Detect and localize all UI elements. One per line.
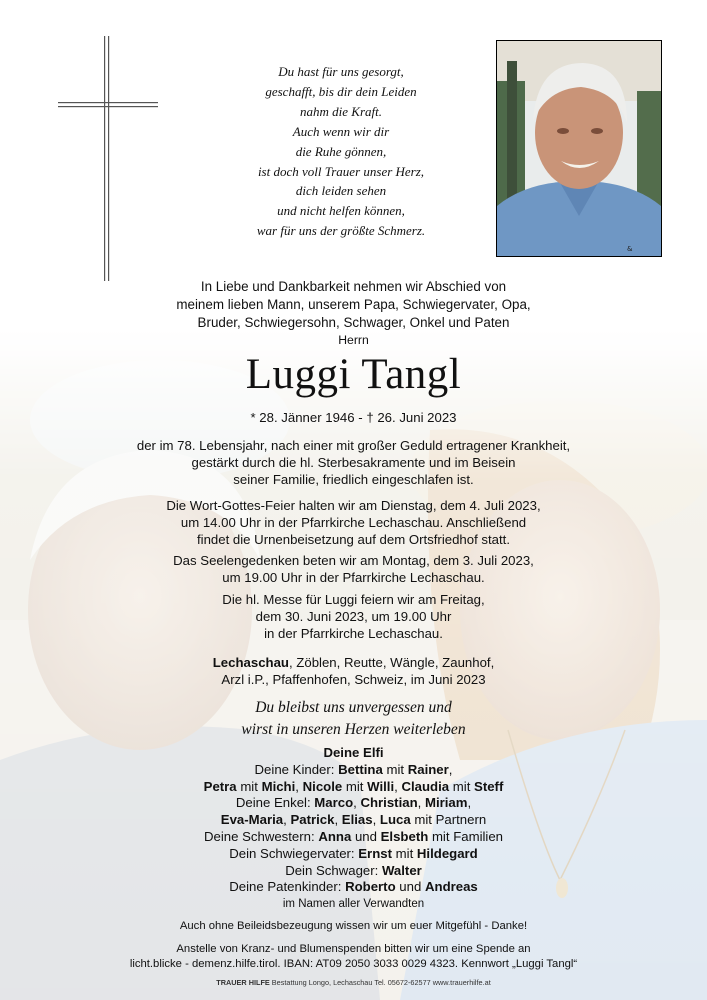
connector: mit Partnern (410, 812, 487, 828)
deceased-name: Luggi Tangl (245, 351, 462, 398)
cross-icon (58, 36, 158, 281)
mourner-label: Deine Enkel: (235, 795, 315, 811)
mourner-line (0, 812, 707, 829)
connector: , (394, 778, 398, 794)
connector: , (467, 795, 472, 811)
connector: mit (382, 761, 408, 777)
mourner-name: Deine Elfi (323, 745, 384, 760)
mourner-name: Anna (318, 828, 352, 844)
intro-line: Bruder, Schwiegersohn, Schwager, Onkel und Paten (197, 315, 510, 330)
salutation: Herrn (338, 333, 369, 347)
mourner-name: Andreas (424, 879, 478, 895)
mourner-name: Willi (367, 778, 395, 794)
paragraph-line: in der Pfarrkirche Lechaschau. (264, 626, 443, 641)
mourner-name: Steff (474, 778, 504, 794)
mourner-line (0, 846, 707, 863)
mourner-label: Deine Schwestern: (203, 828, 319, 844)
mourner-name: Elias (341, 812, 373, 828)
paragraph-line: Die hl. Messe für Luggi feiern wir am Freitag, (222, 592, 485, 607)
poem-line: geschafft, bis dir dein Leiden (265, 83, 417, 99)
mourners-list (0, 745, 707, 913)
mourner-name: Nicole (302, 778, 343, 794)
mourner-name: Marco (314, 795, 354, 811)
poem-line: und nicht helfen können, (277, 203, 405, 219)
mourner-line (0, 795, 707, 812)
mourner-name: Rainer (407, 761, 449, 777)
mourner-name: Hildegard (416, 845, 478, 861)
passing-paragraph (0, 437, 707, 488)
poem-line: die Ruhe gönnen, (295, 143, 387, 159)
mourner-line (0, 779, 707, 796)
mourner-name: Petra (203, 778, 237, 794)
connector: , (417, 795, 422, 811)
paragraph-line: gestärkt durch die hl. Sterbesakramente und im Beisein (191, 455, 516, 470)
poem (216, 62, 466, 241)
connector: , (353, 795, 357, 811)
connector: und (395, 879, 425, 895)
mourner-label: Dein Schwager: (285, 862, 382, 878)
connector: , (295, 778, 299, 794)
mourner-name: Claudia (401, 778, 450, 794)
mourner-label: Dein Schwiegervater: (229, 845, 359, 861)
mourner-name: Luca (379, 812, 411, 828)
mourner-name: Michi (261, 778, 296, 794)
paragraph-line (0, 654, 707, 671)
mourner-line (0, 745, 707, 762)
connector: , (448, 761, 453, 777)
paragraph-line: Arzl i.P., Pfaffenhofen, Schweiz, im Juni 2023 (221, 672, 486, 687)
mourner-line: im Namen aller Verwandten (282, 898, 425, 911)
mourner-label: Deine Kinder: (254, 761, 339, 777)
paragraph-line: dem 30. Juni 2023, um 19.00 Uhr (255, 609, 452, 624)
paragraph-line: um 19.00 Uhr in der Pfarrkirche Lechaschau. (222, 570, 485, 585)
poem-line: Du hast für uns gesorgt, (278, 64, 404, 79)
paragraph-line: findet die Urnenbeisetzung auf dem Ortsfriedhof statt. (196, 532, 510, 547)
mourner-name: Miriam (424, 795, 468, 811)
paragraph-line: der im 78. Lebensjahr, nach einer mit großer Geduld ertragener Krankheit, (136, 438, 571, 453)
place-rest: , Zöblen, Reutte, Wängle, Zaunhof, (288, 655, 495, 670)
mourner-line (0, 879, 707, 896)
farewell-line: wirst in unseren Herzen weiterleben (241, 721, 466, 738)
thanks-text: Auch ohne Beileidsbezeugung wissen wir um euer Mitgefühl - Danke! (179, 920, 528, 932)
mourner-label: Deine Patenkinder: (229, 879, 346, 895)
mourner-name: Eva-Maria (220, 812, 284, 828)
svg-text:&: & (627, 245, 633, 253)
service-paragraph (0, 497, 707, 548)
connector: mit (236, 778, 262, 794)
portrait-photo (496, 40, 662, 257)
poem-line: war für uns der größte Schmerz. (256, 223, 426, 239)
portrait-image (497, 41, 661, 256)
donation-text (0, 942, 707, 972)
mourner-name: Christian (360, 795, 418, 811)
poem-line: Auch wenn wir dir (292, 123, 390, 139)
paragraph-line: um 14.00 Uhr in der Pfarrkirche Lechaschau. Anschließend (180, 515, 527, 530)
mourner-name: Walter (381, 862, 422, 878)
paragraph-line: Die Wort-Gottes-Feier halten wir am Dienstag, dem 4. Juli 2023, (166, 498, 541, 513)
farewell-text (0, 697, 707, 741)
place-bold: Lechaschau (212, 655, 289, 670)
intro-line: In Liebe und Dankbarkeit nehmen wir Abschied von (200, 279, 507, 294)
poem-line: nahm die Kraft. (300, 103, 382, 119)
footer (0, 978, 707, 987)
mourner-line (0, 863, 707, 880)
intro-text (0, 278, 707, 332)
intro-line: meinem lieben Mann, unserem Papa, Schwiegervater, Opa, (176, 297, 531, 312)
connector: , (334, 812, 339, 828)
mourner-name: Ernst (358, 845, 392, 861)
donation-line: licht.blicke - demenz.hilfe.tirol. IBAN: AT09 2050 3033 0029 4323. Kennwort „Luggi Tangl“ (129, 958, 578, 970)
mourner-line (0, 762, 707, 779)
mourner-name: Elsbeth (380, 828, 429, 844)
connector: , (283, 812, 287, 828)
connector: mit Familien (428, 828, 504, 844)
paragraph-line: Das Seelengedenken beten wir am Montag, dem 3. Juli 2023, (173, 553, 534, 568)
connector: mit (342, 778, 368, 794)
connector: und (351, 828, 381, 844)
connector: , (372, 812, 377, 828)
footer-text: Bestattung Longo, Lechaschau Tel. 05672-62577 www.trauerhilfe.at (269, 978, 491, 987)
footer-brand: TRAUER HILFE (216, 978, 270, 987)
life-dates: * 28. Jänner 1946 - † 26. Juni 2023 (250, 410, 457, 425)
mourner-name: Patrick (290, 812, 335, 828)
connector: mit (391, 845, 417, 861)
farewell-line: Du bleibst uns unvergessen und (255, 699, 452, 716)
connector: mit (449, 778, 475, 794)
paragraph-line: seiner Familie, friedlich eingeschlafen ist. (233, 472, 474, 487)
mourner-line (0, 829, 707, 846)
places-paragraph (0, 654, 707, 688)
poem-line: ist doch voll Trauer unser Herz, (257, 163, 425, 179)
prayer-paragraph (0, 552, 707, 586)
poem-line: dich leiden sehen (295, 183, 387, 199)
mourner-name: Bettina (338, 761, 383, 777)
mass-paragraph (0, 591, 707, 642)
mourner-name: Roberto (345, 879, 396, 895)
donation-line: Anstelle von Kranz- und Blumenspenden bitten wir um eine Spende an (176, 943, 531, 955)
